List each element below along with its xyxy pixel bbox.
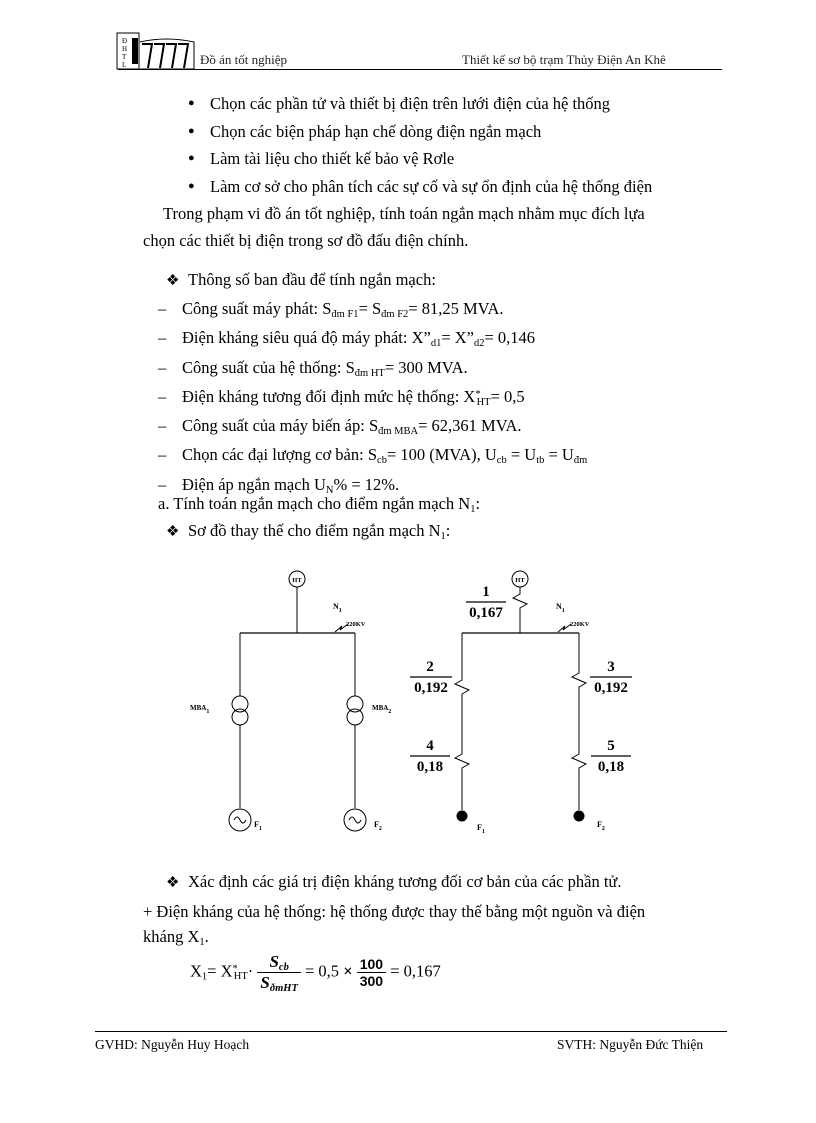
generator-2-node — [574, 811, 584, 821]
intro-paragraph-line1: Trong phạm vi đồ án tốt nghiệp, tính toán ngắn mạch nhằm mục đích lựa — [163, 204, 645, 223]
reactance-1-zigzag — [513, 587, 527, 633]
branch-1-reactances — [455, 633, 469, 810]
reactance-labels — [410, 584, 632, 775]
generator-2-label: $F_2$ — [374, 820, 382, 832]
voltage-label: 220KV — [570, 621, 590, 628]
x4-number: 4 — [426, 738, 434, 754]
voltage-label: 220KV — [346, 621, 366, 628]
fault-label: $N_1$ — [556, 602, 565, 614]
diagram-heading: ❖ Sơ đồ thay thế cho điểm ngắn mạch $N_1$: — [166, 517, 450, 546]
params-heading-text: Thông số ban đầu để tính ngắn mạch: — [188, 270, 436, 289]
footer-student: SVTH: Nguyễn Đức Thiện — [557, 1037, 704, 1052]
diamond-bullet-icon: ❖ — [166, 875, 180, 891]
bullet-item: ● Làm tài liệu cho thiết kế bảo vệ Rơle — [188, 145, 652, 173]
reactance-heading — [166, 868, 621, 897]
logo-letter-4: L — [122, 61, 127, 69]
bullet-item: ● Chọn các phần tử và thiết bị điện trên lưới điện của hệ thống — [188, 90, 652, 118]
x3-value: 0,192 — [594, 680, 628, 696]
x1-value: 0,167 — [469, 605, 503, 621]
section-a-heading: a. Tính toán ngắn mạch cho điểm ngắn mạch $N_1$: — [158, 494, 481, 515]
param-base-quantities: – Chọn các đại lượng cơ bản: $S_{cb}= 100$ (MVA), $U_{cb} = U_{tb} = U_{đm}$ — [158, 445, 588, 467]
x2-value: 0,192 — [414, 680, 448, 696]
x5-value: 0,18 — [597, 759, 625, 775]
generator-2-label: $F_2$ — [597, 820, 605, 832]
purpose-bullet-list — [188, 90, 652, 200]
transformer-1-winding — [232, 696, 248, 712]
logo-letter-1: Đ — [122, 37, 128, 45]
x2-number: 2 — [426, 659, 434, 675]
x5-number: 5 — [607, 738, 615, 754]
branch-2-reactances — [572, 633, 586, 810]
param-short-circuit-voltage: – Điện áp ngắn mạch $U_N\% = 12\%$. — [158, 474, 400, 496]
equivalent-circuit-diagrams — [0, 560, 816, 850]
bullet-item: ● Chọn các biện pháp hạn chế dòng điện ngắn mạch — [188, 118, 652, 146]
base-ratio-fraction: $\frac{S_{cb}}{S_{ðmHT}}$ — [257, 952, 300, 993]
x1-number: 1 — [482, 584, 490, 600]
generator-1-node — [457, 811, 467, 821]
reactance-heading-text: Xác định các giá trị điện kháng tương đối cơ bản của các phần tử. — [188, 872, 622, 891]
fault-label: $N_1$ — [333, 602, 342, 614]
value-ratio-fraction: $\frac{100}{300}$ — [357, 956, 386, 989]
diamond-bullet-icon: ❖ — [166, 273, 180, 289]
param-system-reactance: – Điện kháng tương đối định mức hệ thống: $X^*_{HT}= 0,5$ — [158, 386, 525, 408]
university-logo — [116, 32, 196, 70]
bullet-item: ● Làm cơ sở cho phân tích các sự cố và sự ổn định của hệ thống điện — [188, 173, 652, 201]
footer-supervisor: GVHD: Nguyễn Huy Hoạch — [95, 1037, 250, 1052]
generator-1-label: $F_1$ — [254, 820, 262, 832]
x3-number: 3 — [607, 659, 615, 675]
footer-divider — [95, 1031, 727, 1032]
diamond-bullet-icon: ❖ — [166, 524, 180, 540]
params-list — [158, 294, 587, 499]
left-single-line-diagram — [190, 571, 391, 832]
header-right-title: Thiết kế sơ bộ trạm Thủy Điện An Khê — [462, 52, 666, 67]
param-system-power: – Công suất của hệ thống: $S_{đm HT}= 300$ MVA. — [158, 357, 468, 379]
transformer-2-label: MBA2 — [372, 704, 392, 715]
transformer-2-winding — [347, 696, 363, 712]
system-reactance-line2: kháng $X_1$. — [143, 927, 209, 948]
logo-letter-2: H — [122, 45, 128, 53]
source-label: HT — [292, 577, 302, 584]
logo-letter-3: T — [122, 53, 127, 61]
params-heading — [166, 266, 436, 295]
header-divider — [118, 69, 722, 70]
param-generator-power: – Công suất máy phát: $S_{đm F1}= S_{đm F2}= 81,25$ MVA. — [158, 299, 504, 320]
system-reactance-formula: $X_1= X^*_{HT}\cdot$ $\frac{S_{cb}}{S_{ðmHT}}$ = 0,5 × $\frac{100}{300}$ = 0,167 — [190, 952, 441, 994]
x4-value: 0,18 — [416, 759, 444, 775]
transformer-1-label: MBA1 — [190, 704, 210, 715]
intro-paragraph-line2: chọn các thiết bị điện trong sơ đồ đấu điện chính. — [143, 231, 469, 250]
generator-1-label: $F_1$ — [477, 823, 485, 835]
system-reactance-line1: + Điện kháng của hệ thống: hệ thống được thay thế bằng một nguồn và điện — [143, 902, 646, 921]
header-left-title: Đồ án tốt nghiệp — [200, 52, 288, 67]
param-transformer-power: – Công suất của máy biến áp: $S_{đm MBA}= 62,361$ MVA. — [158, 416, 522, 438]
source-label: HT — [515, 577, 525, 584]
param-generator-reactance: – Điện kháng siêu quá độ máy phát: $X”_{d1}=$ $X”_{d2}= 0,146$ — [158, 328, 536, 350]
